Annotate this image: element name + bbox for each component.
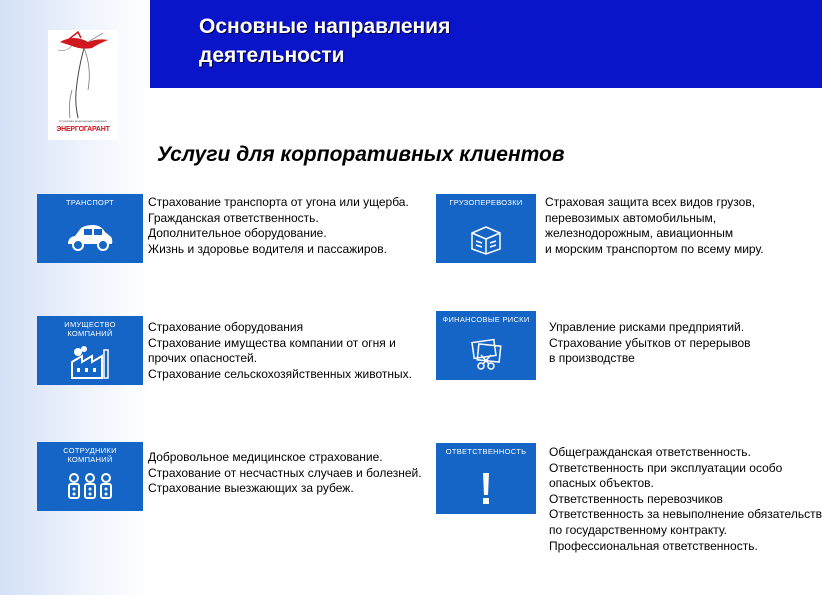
- desc-line: Дополнительное оборудование.: [148, 226, 327, 241]
- tile-cargo: [436, 194, 536, 263]
- car-icon: [65, 224, 115, 252]
- logo-bird-icon: [48, 30, 118, 140]
- desc-line: Страхование оборудования: [148, 320, 304, 334]
- desc-line: Страховая защита всех видов грузов,: [545, 195, 756, 209]
- finance-icon: [469, 335, 503, 371]
- logo-tagline: Страховая акционерная компания: [59, 119, 107, 123]
- tile-transport: [37, 194, 143, 263]
- tile-finance-label: ФИНАНСОВЫЕ РИСКИ: [442, 315, 530, 324]
- desc-line: Ответственность перевозчиков: [549, 491, 723, 506]
- tile-employees-label: [37, 446, 143, 464]
- desc-line: Профессиональная ответственность.: [549, 538, 758, 553]
- desc-line: Страхование от несчастных случаев и болезней.: [148, 465, 422, 480]
- desc-line: Ответственность за невыполнение обязательств: [549, 507, 822, 522]
- desc-line: Страхование транспорта от угона или ущерба.: [148, 195, 409, 209]
- tile-property-label: [37, 320, 143, 338]
- exclamation-icon: [479, 471, 493, 507]
- tile-property-label-line-1: ИМУЩЕСТВО: [64, 320, 116, 329]
- desc-line: и морским транспортом по всему миру.: [545, 241, 764, 256]
- tile-property: [37, 316, 143, 385]
- desc-line: Общегражданская ответственность.: [549, 445, 751, 459]
- tile-finance: [436, 311, 536, 380]
- desc-line: Страхование сельскохозяйственных животных.: [148, 366, 412, 381]
- desc-line: по государственному контракту.: [549, 522, 727, 537]
- cargo-icon: [468, 221, 504, 255]
- desc-cargo: [545, 195, 764, 257]
- desc-line: Жизнь и здоровье водителя и пассажиров.: [148, 241, 387, 256]
- page-title-line-1: Основные направления: [199, 15, 451, 38]
- desc-line: Страхование убытков от перерывов: [549, 335, 751, 350]
- desc-line: в производстве: [549, 351, 635, 366]
- page-title-line-2: деятельности: [199, 44, 345, 67]
- desc-line: опасных объектов.: [549, 476, 654, 491]
- people-icon: [66, 472, 114, 502]
- tile-employees-label-line-2: КОМПАНИЙ: [67, 455, 113, 464]
- tile-liability: [436, 443, 536, 514]
- company-logo: [48, 30, 118, 140]
- logo-name: ЭНЕРГОГАРАНТ: [56, 126, 110, 133]
- desc-transport: [148, 195, 409, 257]
- tile-liability-label: ОТВЕТСТВЕННОСТЬ: [445, 447, 527, 456]
- tile-employees-label-line-1: СОТРУДНИКИ: [63, 446, 117, 455]
- desc-line: Добровольное медицинское страхование.: [148, 450, 383, 464]
- section-subtitle: Услуги для корпоративных клиентов: [157, 143, 565, 166]
- desc-line: Страхование выезжающих за рубеж.: [148, 481, 354, 496]
- page-title: [199, 12, 619, 70]
- tile-property-label-line-2: КОМПАНИЙ: [67, 329, 113, 338]
- desc-finance: [549, 320, 751, 367]
- tile-cargo-label: ГРУЗОПЕРЕВОЗКИ: [449, 198, 523, 207]
- tile-transport-label: ТРАНСПОРТ: [65, 198, 115, 207]
- desc-line: Ответственность при эксплуатации особо: [549, 460, 783, 475]
- desc-line: Управление рисками предприятий.: [549, 320, 745, 334]
- desc-line: Гражданская ответственность.: [148, 210, 319, 225]
- tile-employees: [37, 442, 143, 511]
- desc-line: Страхование имущества компании от огня и: [148, 335, 396, 350]
- desc-employees: [148, 450, 422, 497]
- desc-line: перевозимых автомобильным,: [545, 210, 717, 225]
- desc-line: железнодорожным, авиационным: [545, 226, 734, 241]
- desc-line: прочих опасностей.: [148, 351, 258, 366]
- factory-icon: [68, 346, 112, 380]
- desc-liability: [549, 445, 822, 554]
- desc-property: [148, 320, 412, 382]
